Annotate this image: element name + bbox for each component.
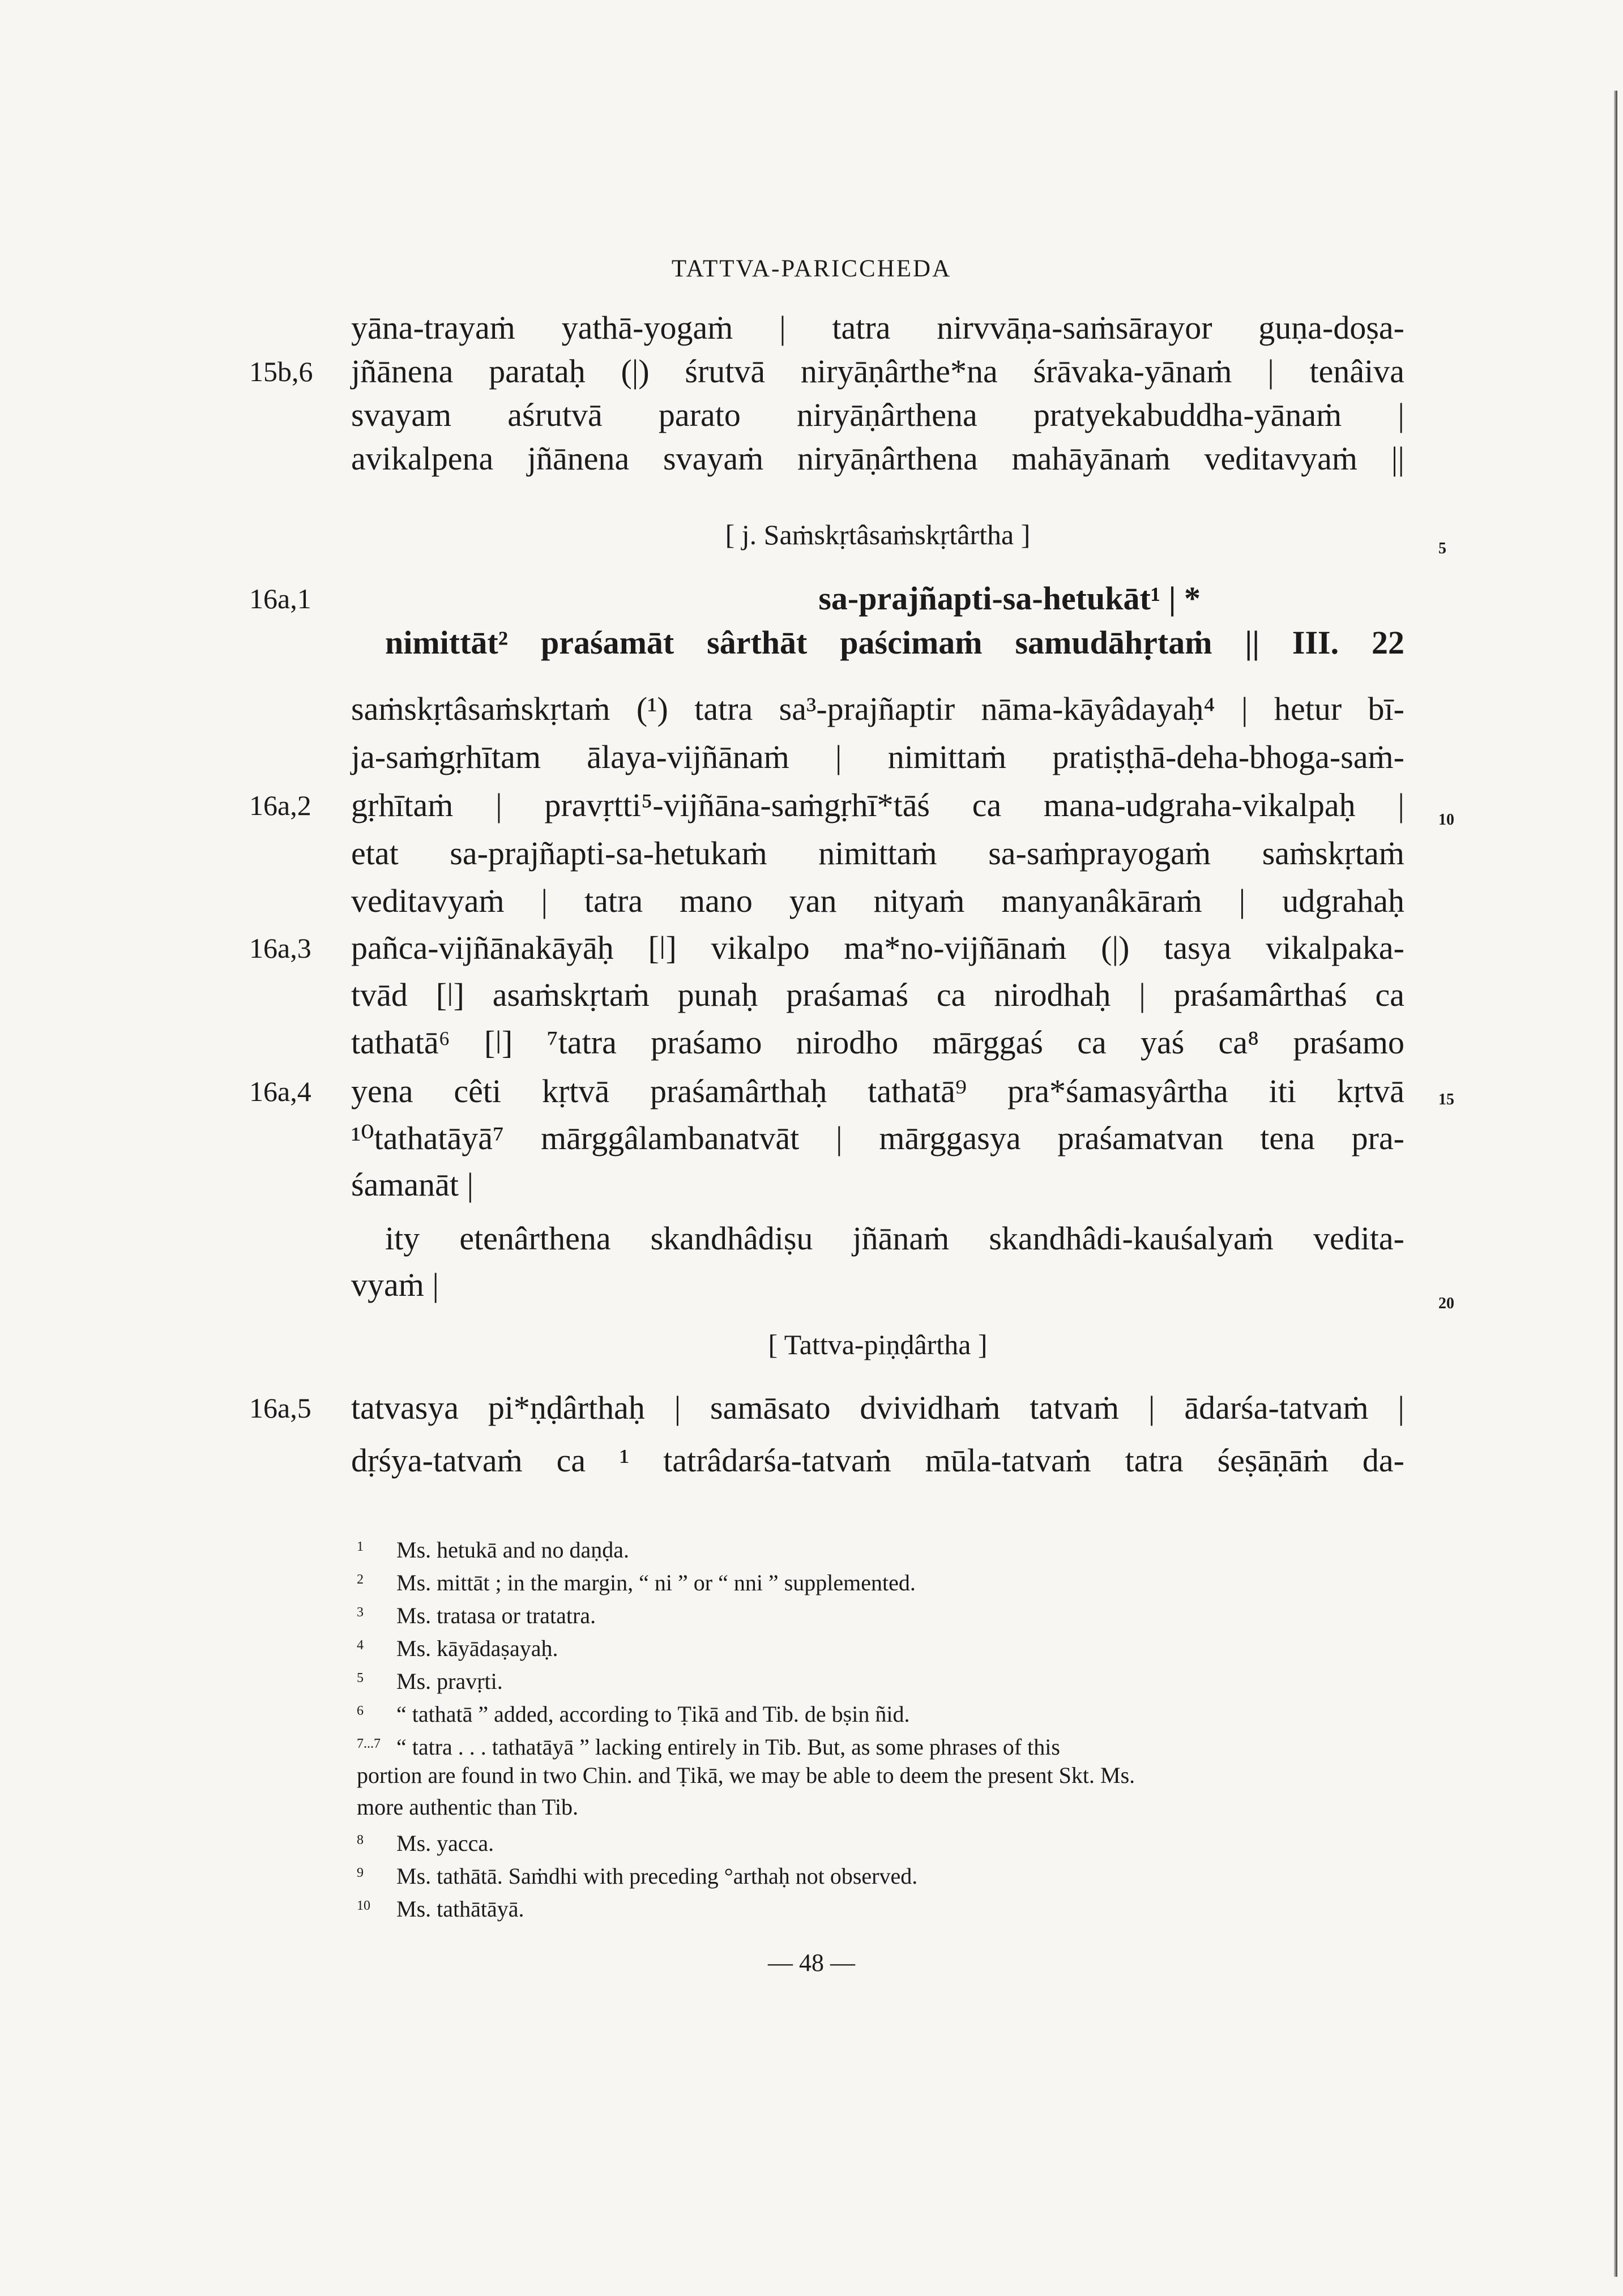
footnote: 6 “ tathatā ” added, according to Ṭikā and Tib. de bṣin ñid. [357,1701,910,1727]
footnote: 5 Ms. pravṛti. [357,1668,503,1694]
ms-ref: 16a,1 [249,583,311,614]
line-number: 10 [1438,811,1454,829]
text-line: yena cêti kṛtvā praśamârthaḥ tathatā⁹ pra*śamasyârtha iti kṛtvā [351,1073,1404,1109]
text-line: pañca-vijñānakāyāḥ [ǀ] vikalpo ma*no-vijñānaṁ (|) tasya vikalpaka- [351,929,1404,966]
text-line: yāna-trayaṁ yathā-yogaṁ | tatra nirvvāṇa-saṁsārayor guṇa-doṣa- [351,309,1404,346]
text-line: saṁskṛtâsaṁskṛtaṁ (¹) tatra sa³-prajñaptir nāma-kāyâdayaḥ⁴ | hetur bī- [351,690,1404,727]
footnote: 7...7 “ tatra . . . tathatāyā ” lacking entirely in Tib. But, as some phrases of this [357,1734,1060,1760]
ms-ref: 15b,6 [249,356,313,387]
footnote: 2 Ms. mittāt ; in the margin, “ ni ” or “ nni ” supplemented. [357,1570,916,1595]
verse-line: sa-prajñapti-sa-hetukāt¹ | * [818,580,1201,617]
ms-ref: 16a,3 [249,932,311,964]
text-line: veditavyaṁ | tatra mano yan nityaṁ manyanâkāraṁ | udgrahaḥ [351,882,1404,919]
text-line: ¹⁰tathatāyā⁷ mārggâlambanatvāt | mārggasya praśamatvan tena pra- [351,1120,1404,1156]
text-line: svayam aśrutvā parato niryāṇârthena pratyekabuddha-yānaṁ | [351,396,1404,433]
footnote: 10 Ms. tathātāyā. [357,1896,524,1922]
verse-line: nimittāt² praśamāt sârthāt paścimaṁ samudāhṛtaṁ || III. 22 [385,624,1404,661]
running-title: TATTVA-PARICCHEDA [671,255,952,282]
text-line: ja-saṁgṛhītam ālaya-vijñānaṁ | nimittaṁ pratiṣṭhā-deha-bhoga-saṁ- [351,739,1404,775]
footnote: 3 Ms. tratasa or tratatra. [357,1603,596,1628]
ms-ref: 16a,4 [249,1076,311,1107]
text-line: tatvasya pi*ṇḍârthaḥ | samāsato dvividhaṁ tatvaṁ | ādarśa-tatvaṁ | [351,1389,1404,1426]
text-line: etat sa-prajñapti-sa-hetukaṁ nimittaṁ sa-saṁprayogaṁ saṁskṛtaṁ [351,835,1404,872]
text-line: tathatā⁶ [ǀ] ⁷tatra praśamo nirodho mārggaś ca yaś ca⁸ praśamo [351,1024,1404,1061]
ms-ref: 16a,5 [249,1392,311,1424]
text-line: dṛśya-tatvaṁ ca ¹ tatrâdarśa-tatvaṁ mūla-tatvaṁ tatra śeṣāṇāṁ da- [351,1442,1404,1479]
footnote-continuation: portion are found in two Chin. and Ṭikā, we may be able to deem the present Skt. Ms. [357,1762,1135,1788]
text-line: tvād [ǀ] asaṁskṛtaṁ punaḥ praśamaś ca nirodhaḥ | praśamârthaś ca [351,976,1404,1013]
section-heading: [ j. Saṁskṛtâsaṁskṛtârtha ] [725,519,1031,550]
text-line: jñānena parataḥ (|) śrutvā niryāṇârthe*na śrāvaka-yānaṁ | tenâiva [351,353,1404,390]
text-line: vyaṁ | [351,1266,439,1303]
page-number: — 48 — [768,1949,855,1977]
footnote-continuation: more authentic than Tib. [357,1794,579,1820]
line-number: 20 [1438,1295,1454,1312]
footnote: 9 Ms. tathātā. Saṁdhi with preceding °arthaḥ not observed. [357,1863,918,1889]
text-line: śamanāt | [351,1166,474,1203]
text-line: ity etenârthena skandhâdiṣu jñānaṁ skandhâdi-kauśalyaṁ vedita- [385,1220,1404,1257]
section-heading: [ Tattva-piṇḍârtha ] [768,1329,988,1360]
text-line: gṛhītaṁ | pravṛtti⁵-vijñāna-saṁgṛhī*tāś ca mana-udgraha-vikalpaḥ | [351,787,1404,823]
line-number: 5 [1438,540,1446,557]
line-number: 15 [1438,1091,1454,1108]
ms-ref: 16a,2 [249,789,311,821]
footnote: 4 Ms. kāyādaṣayaḥ. [357,1636,558,1661]
footnote: 1 Ms. hetukā and no daṇḍa. [357,1537,630,1563]
footnote: 8 Ms. yacca. [357,1830,494,1856]
text-line: avikalpena jñānena svayaṁ niryāṇârthena mahāyānaṁ veditavyaṁ || [351,440,1404,477]
